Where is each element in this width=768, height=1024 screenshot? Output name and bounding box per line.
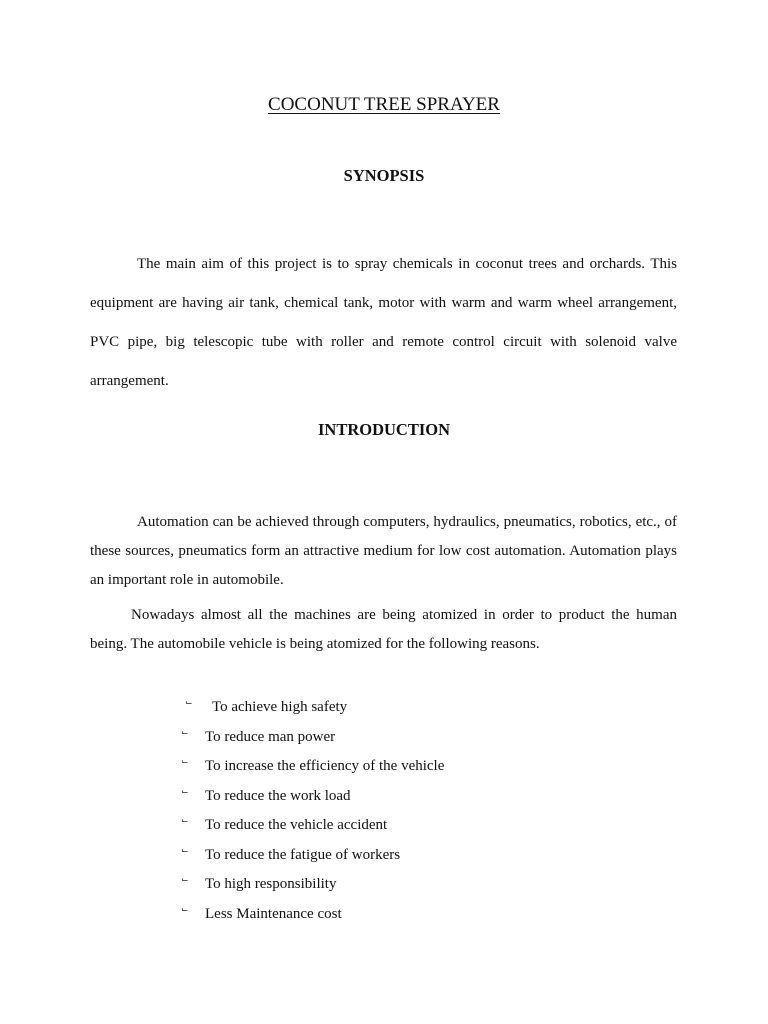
- list-item: [181, 786, 444, 816]
- list-item: [181, 727, 444, 757]
- introduction-paragraph-2: Nowadays almost all the machines are being atomized in order to product the human being. The automobile vehicle is being atomized for the following reasons.: [90, 607, 677, 652]
- bullet-icon: ⌙: [181, 757, 189, 767]
- list-item: [181, 845, 444, 875]
- list-item-text: To increase the efficiency of the vehicle: [205, 758, 445, 774]
- list-item: [181, 756, 444, 786]
- bullet-icon: ⌙: [181, 904, 189, 915]
- bullet-icon: ⌙: [181, 845, 189, 856]
- list-item: [181, 904, 444, 934]
- bullet-icon: ⌙: [185, 698, 193, 708]
- list-item-text: To reduce the vehicle accident: [205, 817, 388, 833]
- list-item-text: To achieve high safety: [212, 699, 348, 715]
- list-item: [181, 697, 444, 727]
- list-item-text: Less Maintenance cost: [205, 905, 342, 922]
- bullet-icon: ⌙: [181, 727, 189, 738]
- bullet-icon: ⌙: [181, 786, 189, 797]
- synopsis-heading: SYNOPSIS: [343, 166, 425, 185]
- introduction-paragraph-1: Automation can be achieved through computers, hydraulics, pneumatics, robotics, etc., of these sources, pneumatics form an attractive medium for low cost automation. Automation plays an important role in automobile.: [90, 514, 677, 588]
- synopsis-paragraph: The main aim of this project is to spray chemicals in coconut trees and orchards. This equipment are having air tank, chemical tank, motor with warm and warm wheel arrangement, PVC pipe, big telescopic tube with roller and remote control circuit with solenoid valve arrangement.: [90, 256, 677, 389]
- list-item-text: To reduce the work load: [205, 787, 351, 804]
- list-item: [181, 874, 444, 904]
- list-item-text: To reduce man power: [205, 728, 336, 745]
- list-item-text: To reduce the fatigue of workers: [205, 846, 401, 863]
- document-title: COCONUT TREE SPRAYER: [268, 94, 500, 115]
- introduction-heading: INTRODUCTION: [317, 420, 451, 439]
- reasons-list: [181, 697, 444, 933]
- list-item: [181, 815, 444, 845]
- bullet-icon: ⌙: [181, 816, 189, 826]
- bullet-icon: ⌙: [181, 875, 189, 885]
- list-item-text: To high responsibility: [205, 876, 337, 892]
